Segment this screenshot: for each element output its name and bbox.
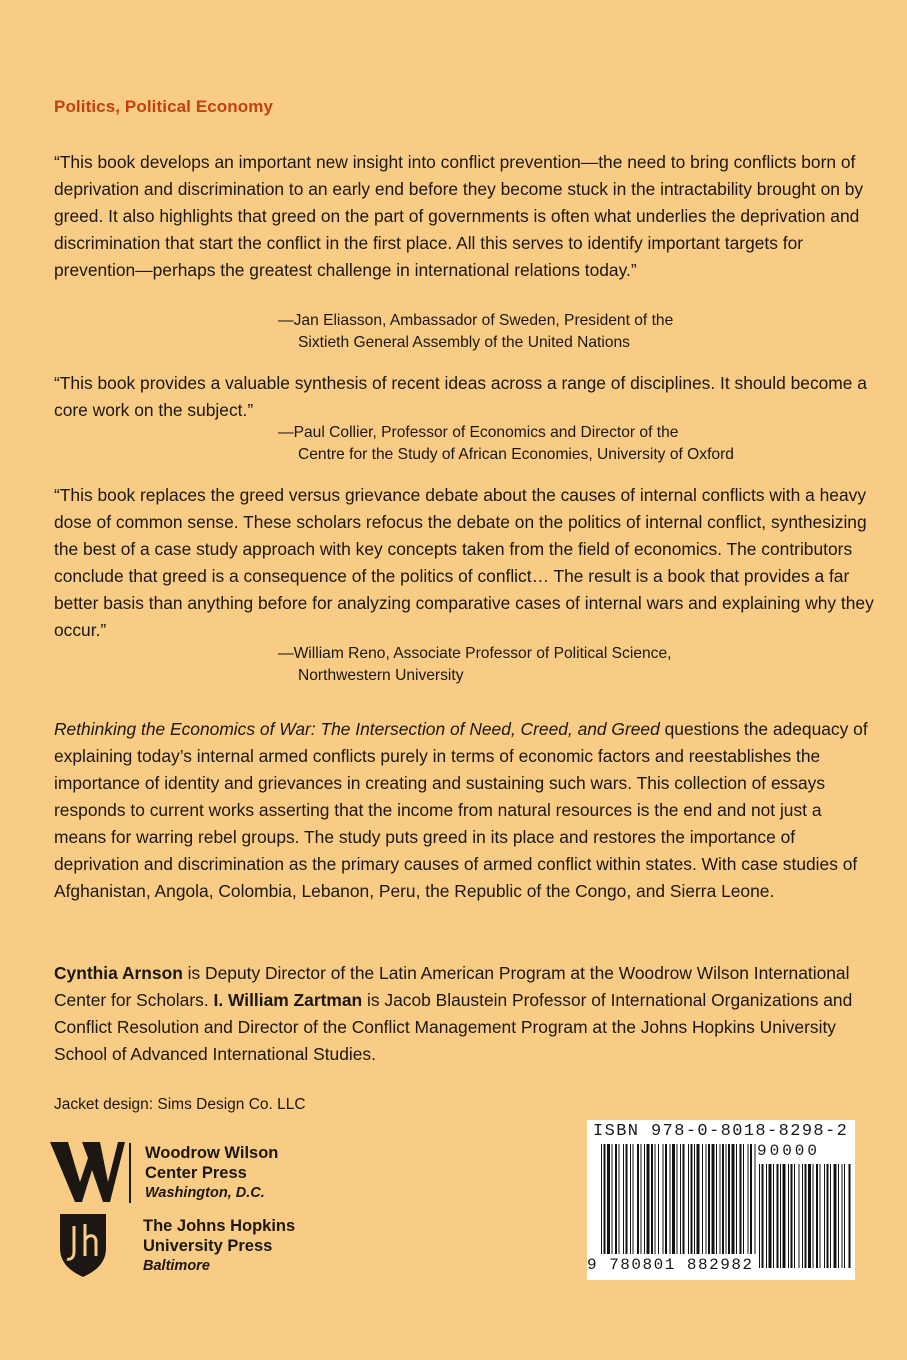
- barcode-bar: [626, 1144, 628, 1254]
- barcode-bar: [706, 1144, 707, 1254]
- author1-bio: is Deputy Director of the Latin American Program at the Woodrow Wilson International Center for Scholars.: [54, 963, 850, 1010]
- barcode-bar: [762, 1164, 764, 1268]
- isbn-text: ISBN 978-0-8018-8298-2: [593, 1122, 849, 1141]
- barcode-bar: [612, 1144, 613, 1254]
- barcode-bar: [750, 1144, 752, 1254]
- barcode-bar: [799, 1164, 800, 1268]
- barcode-bar: [651, 1144, 653, 1254]
- quote-2: “This book provides a valuable synthesis of recent ideas across a range of disciplines. It should become a core work on the subject.”: [54, 373, 867, 420]
- barcode-bar: [732, 1144, 735, 1254]
- publisher-wilson-line2: Center Press: [145, 1164, 247, 1182]
- author2-name: I. William Zartman: [213, 990, 363, 1010]
- barcode-bar: [816, 1164, 818, 1268]
- quote-3-attribution-line2: Northwestern University: [298, 667, 464, 684]
- barcode-number: 9 780801 882982: [587, 1256, 754, 1274]
- quote-3-attribution-line1: —William Reno, Associate Professor of Political Science,: [278, 645, 672, 662]
- barcode-bar: [842, 1164, 843, 1268]
- book-title: Rethinking the Economics of War: The Intersection of Need, Creed, and Greed: [54, 719, 660, 739]
- barcode-bar: [663, 1144, 664, 1254]
- barcode-bar: [665, 1144, 667, 1254]
- barcode-bar: [820, 1164, 821, 1268]
- barcode-bar: [647, 1144, 650, 1254]
- barcode-bar: [748, 1144, 749, 1254]
- barcode-bar: [708, 1144, 710, 1254]
- barcode-bar: [844, 1164, 845, 1268]
- barcode-bar: [615, 1144, 617, 1254]
- barcode-bar: [838, 1164, 839, 1268]
- barcode-bar: [633, 1144, 634, 1254]
- quote-1-attribution: [278, 310, 838, 354]
- barcode-bar: [658, 1144, 659, 1254]
- barcode-bar: [720, 1144, 721, 1254]
- quote-1-attribution-line1: —Jan Eliasson, Ambassador of Sweden, President of the: [278, 312, 674, 329]
- barcode-bar: [601, 1144, 602, 1254]
- barcode-bar: [773, 1164, 774, 1268]
- publisher-jhu-line2: University Press: [143, 1237, 273, 1255]
- publisher-jhu-city: Baltimore: [143, 1258, 210, 1274]
- barcode-bar: [736, 1144, 737, 1254]
- publisher-wilson: [145, 1143, 278, 1203]
- barcode-bar: [672, 1144, 675, 1254]
- barcode-bar: [830, 1164, 831, 1268]
- barcode-bar: [683, 1144, 685, 1254]
- barcode-bar: [697, 1144, 700, 1254]
- jhu-shield-logo: [58, 1212, 108, 1283]
- quote-2-attribution: [278, 422, 838, 466]
- book-description: [54, 716, 874, 905]
- quote-3-attribution: [278, 643, 838, 687]
- barcode-bar: [641, 1144, 642, 1254]
- jacket-credit: Jacket design: Sims Design Co. LLC: [54, 1096, 306, 1113]
- publisher-wilson-line1: Woodrow Wilson: [145, 1144, 279, 1162]
- author1-name: Cynthia Arnson: [54, 963, 183, 983]
- barcode-bar: [630, 1144, 631, 1254]
- quote-1-attribution-line2: Sixtieth General Assembly of the United Nations: [298, 334, 630, 351]
- publisher-wilson-city: Washington, D.C.: [145, 1185, 265, 1201]
- barcode-bar: [688, 1144, 689, 1254]
- barcode-bar: [808, 1164, 811, 1268]
- publisher-jhu-line1: The Johns Hopkins: [143, 1217, 296, 1235]
- barcode-bar: [712, 1144, 715, 1254]
- barcode-bar: [769, 1164, 772, 1268]
- quote-2-attribution-line2: Centre for the Study of African Economies, University of Oxford: [298, 446, 734, 463]
- barcode-bar: [743, 1144, 744, 1254]
- barcode-bar: [680, 1144, 681, 1254]
- price-code: 90000: [757, 1142, 821, 1160]
- barcode-bar: [655, 1144, 656, 1254]
- barcode-bar: [694, 1144, 695, 1254]
- barcode-bar: [834, 1164, 837, 1268]
- barcode-bar: [780, 1164, 781, 1268]
- barcode-bar: [604, 1144, 606, 1254]
- barcode-bar: [637, 1144, 639, 1254]
- barcode-bar: [619, 1144, 620, 1254]
- barcode-bar: [794, 1164, 795, 1268]
- barcode-bar: [607, 1144, 610, 1254]
- barcode-box: [587, 1120, 855, 1280]
- barcode-bar: [740, 1144, 742, 1254]
- description-text: questions the adequacy of explaining today’s internal armed conflicts purely in terms of economic factors and reestablishes the importance of identity and grievances in creating and sustaining such wars. This collection of essays responds to current works asserting that the income from natural resources is the end and not just a means for warring rebel groups. The study puts greed in its place and restores the importance of deprivation and discrimination as the primary causes of armed conflict within states. With case studies of Afghanistan, Angola, Colombia, Lebanon, Peru, the Republic of the Congo, and Sierra Leone.: [54, 719, 868, 901]
- barcode-bar: [813, 1164, 814, 1268]
- author2-bio: is Jacob Blaustein Professor of International Organizations and Conflict Resolution and Director of the Conflict Management Program at the Johns Hopkins University School of Advanced International Studies.: [54, 990, 853, 1064]
- author-bio: [54, 960, 874, 1068]
- barcode-bar: [827, 1164, 829, 1268]
- barcode-bar: [691, 1144, 693, 1254]
- barcode-bar: [788, 1164, 789, 1268]
- barcode-bar: [722, 1144, 724, 1254]
- barcode-bar: [755, 1144, 756, 1254]
- barcode-bar: [783, 1164, 786, 1268]
- barcode-bar: [702, 1144, 703, 1254]
- quote-3: “This book replaces the greed versus grievance debate about the causes of internal conflicts with a heavy dose of common sense. These scholars refocus the debate on the politics of internal conflict, synthesizing the best of a case study approach with key concepts taken from the field of economics. The contributors conclude that greed is a consequence of the politics of conflict… The result is a book that provides a far better basis than anything before for analyzing comparative cases of internal wars and explaining why they occur.”: [54, 485, 874, 640]
- publisher-jhu: [143, 1216, 295, 1276]
- barcode-bar: [623, 1144, 624, 1254]
- barcode-bar: [716, 1144, 717, 1254]
- barcode-bar: [670, 1144, 671, 1254]
- barcode-bar: [644, 1144, 645, 1254]
- barcode-bar: [824, 1164, 825, 1268]
- barcode-bar: [849, 1164, 851, 1268]
- quote-2-attribution-line1: —Paul Collier, Professor of Economics and Director of the: [278, 424, 679, 441]
- barcode-bar: [802, 1164, 803, 1268]
- barcode-bar: [759, 1164, 760, 1268]
- barcode-bar: [726, 1144, 727, 1254]
- category-label: Politics, Political Economy: [54, 97, 274, 116]
- barcode-bar: [805, 1164, 807, 1268]
- quote-1: “This book develops an important new insight into conflict prevention—the need to bring conflicts born of deprivation and discrimination to an early end before they become stuck in the intractability brought on by greed. It also highlights that greed on the part of governments is often what underlies the deprivation and discrimination that start the conflict in the first place. All this serves to identify important targets for prevention—perhaps the greatest challenge in international relations today.”: [54, 152, 864, 280]
- woodrow-wilson-logo: [48, 1140, 126, 1209]
- barcode-bar: [677, 1144, 678, 1254]
- barcode-bar: [766, 1164, 767, 1268]
- barcode-bar: [791, 1164, 793, 1268]
- barcode-bar: [777, 1164, 779, 1268]
- publisher-divider: [129, 1143, 131, 1203]
- barcode-bar: [728, 1144, 730, 1254]
